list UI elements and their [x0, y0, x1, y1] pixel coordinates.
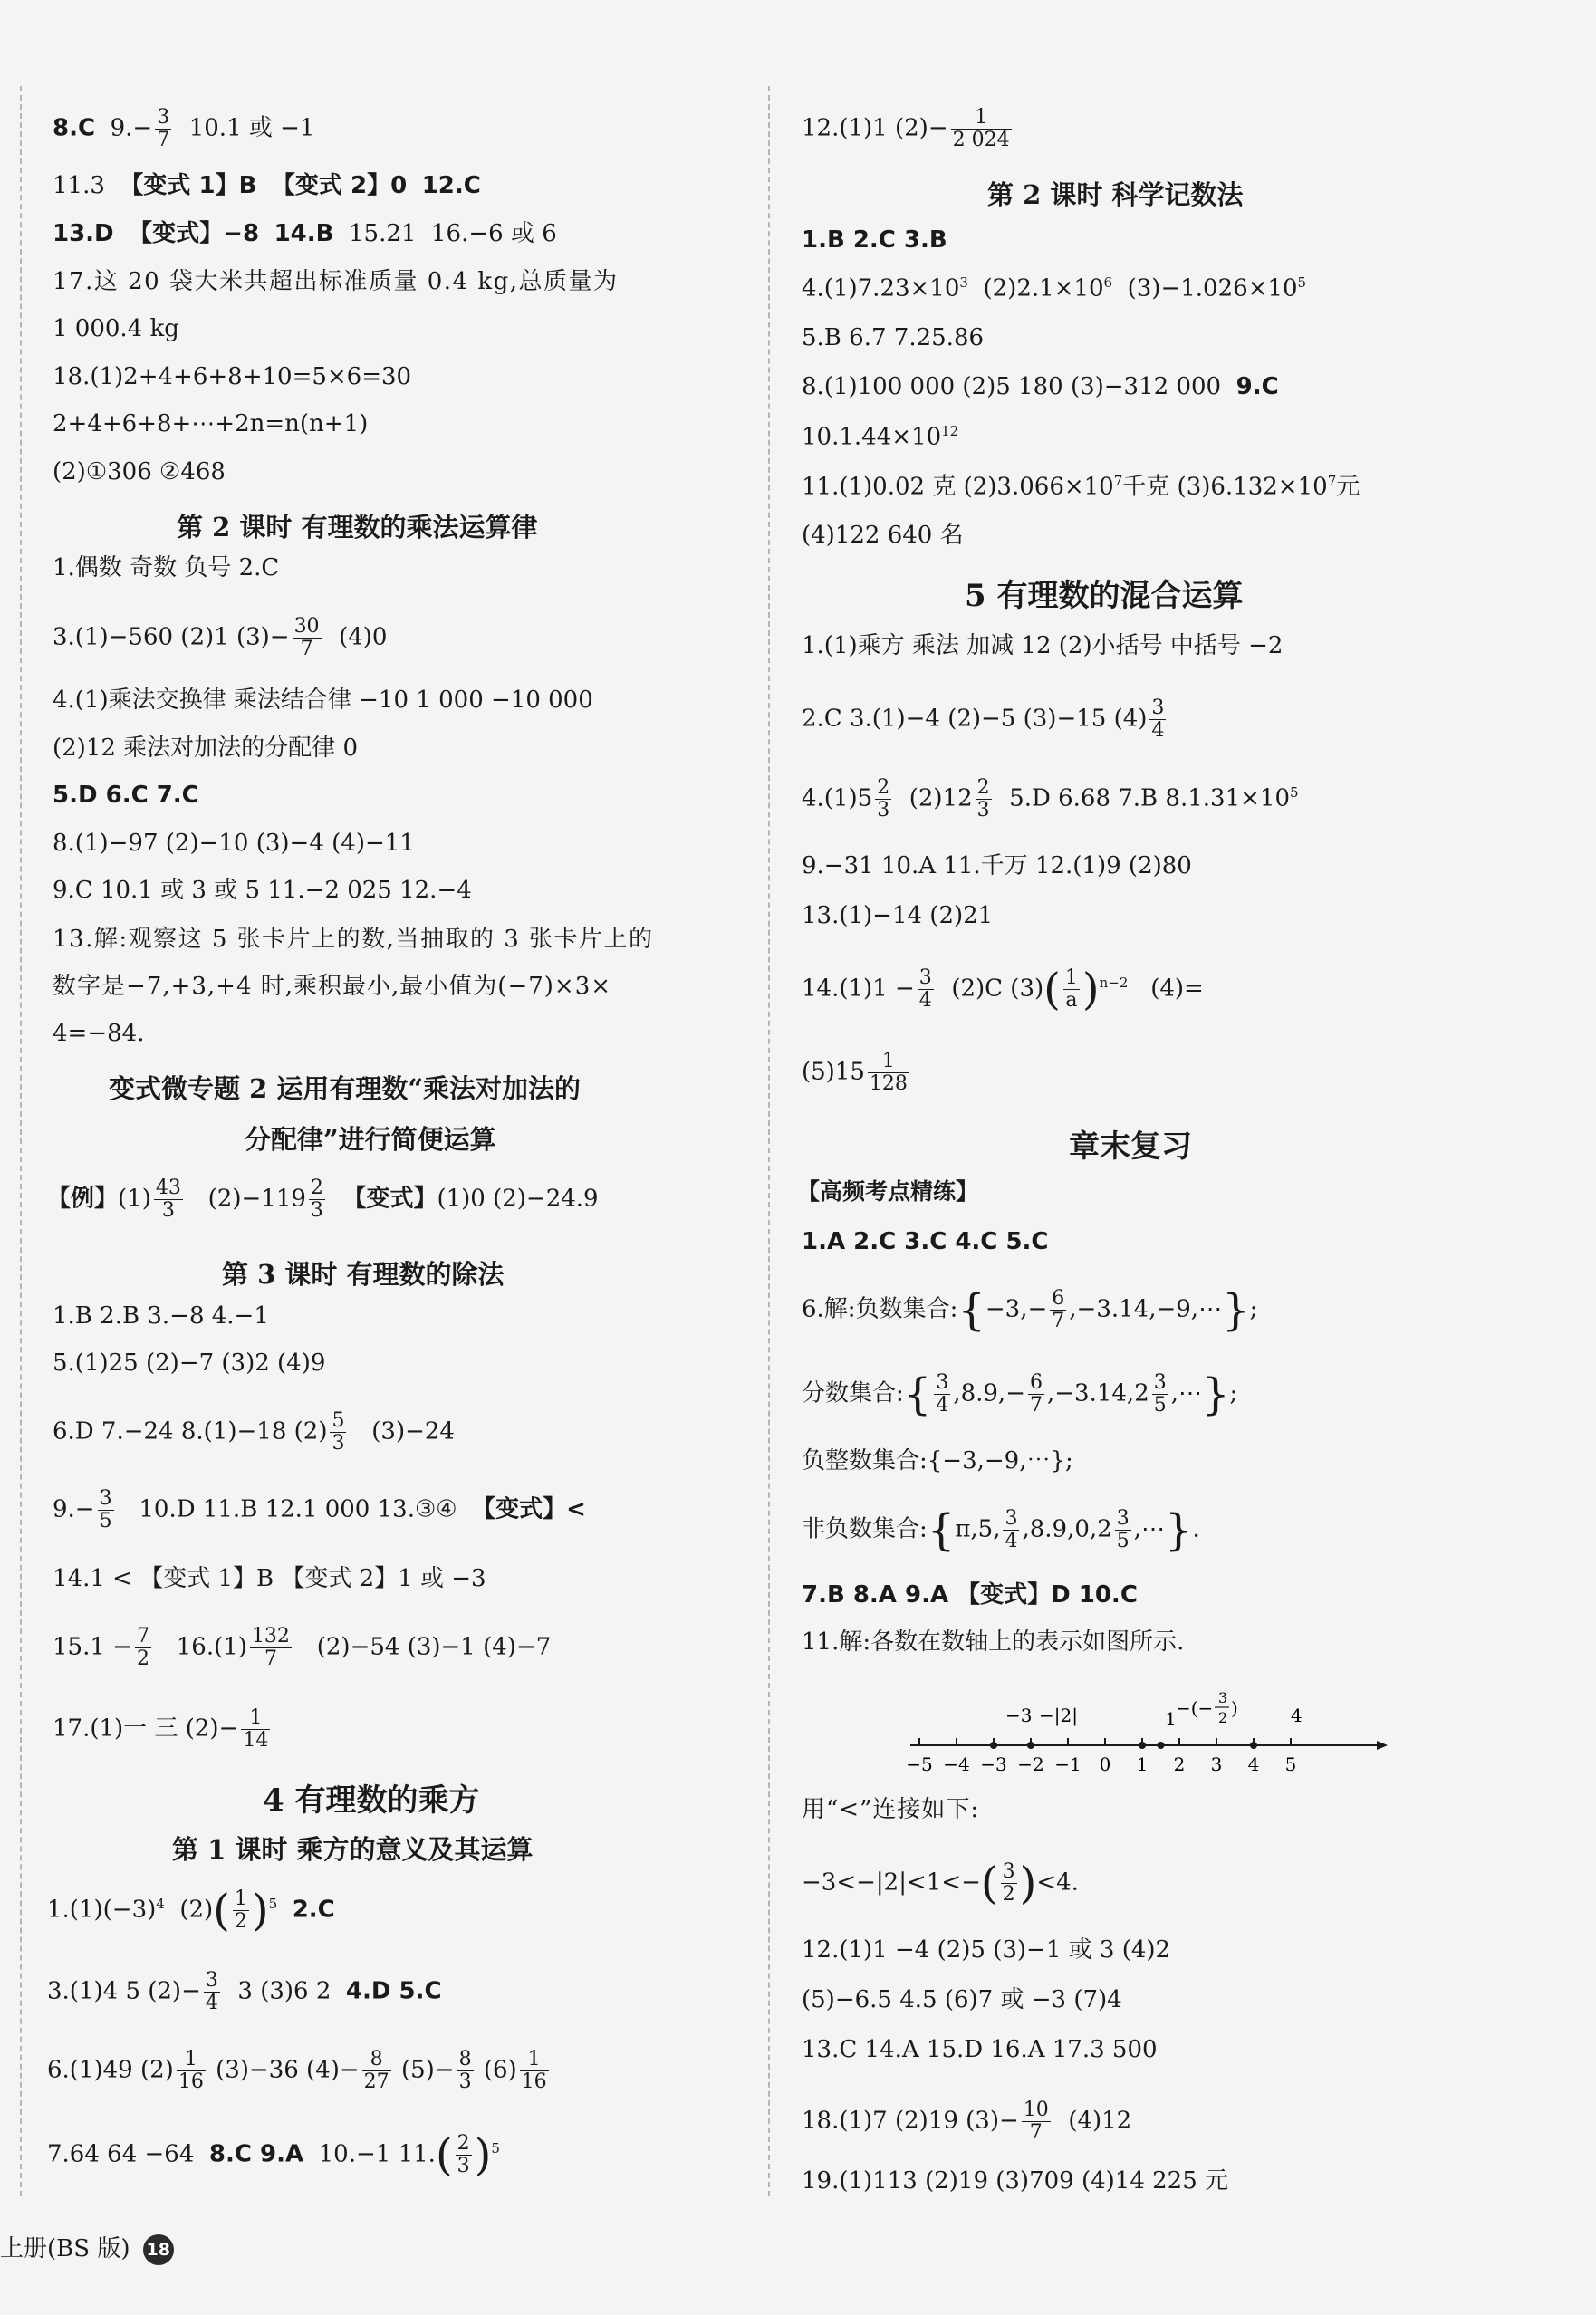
page-number-badge: 18	[143, 2234, 174, 2265]
answer-line: (4)122 640 名	[802, 522, 964, 549]
answer-line: 数字是−7,+3,+4 时,乘积最小,最小值为(−7)×3×	[53, 973, 612, 1000]
answer-line: 8.(1)−97 (2)−10 (3)−4 (4)−11	[53, 830, 415, 857]
tick-label: 4	[1247, 1753, 1260, 1775]
section-heading: 第 1 课时 乘方的意义及其运算	[172, 1834, 534, 1865]
answer-line: 13.D 【变式】−8 14.B 15.21 16.−6 或 6	[53, 220, 557, 247]
answer-line: 18.(1)7 (2)19 (3)− $\frac{10}{7}$ (4)12	[802, 2099, 1132, 2145]
answer-line: 13.解:观察这 5 张卡片上的数,当抽取的 3 张卡片上的	[53, 926, 654, 953]
footer-text: 上册(BS 版)	[0, 2235, 130, 2262]
answer-line: 3.(1)4 5 (2)− $\frac{3}{4}$ 3 (3)6 2 4.D 5.C	[47, 1969, 442, 2015]
point-label: 1	[1165, 1708, 1177, 1730]
tick-label: −4	[943, 1753, 970, 1775]
answer-line: $4.(1)7.23\times 10^3$ $(2)2.1\times 10^6$ $(3)-1.026\times 10^5$	[802, 274, 1307, 303]
section-heading: 第 3 课时 有理数的除法	[222, 1259, 505, 1290]
tick-label: −1	[1054, 1753, 1082, 1775]
plotted-point	[990, 1742, 997, 1749]
answer-line: 1.(1)乘方 乘法 加减 12 (2)小括号 中括号 −2	[802, 632, 1284, 659]
answer-line: 5.D 6.C 7.C	[53, 782, 199, 809]
answer-line: 11.(1)0.02 克 $(2)3.066\times 10^7$千克 $(3)6.132\times 10^7$元	[802, 473, 1360, 501]
answer-line: (2)①306 ②468	[53, 458, 226, 485]
answer-line: (5)15 $\frac{1}{128}$	[802, 1050, 908, 1096]
answer-line: 6.解:负数集合:{−3,− $\frac{6}{7}$ ,−3.14,−9,⋯};	[802, 1284, 1258, 1336]
answer-line: $1.(1)(-3)^4$ (2)( $\frac{1}{2}$ )$^5$ 2.C	[47, 1885, 335, 1936]
section-tag: 【高频考点精练】	[797, 1178, 979, 1205]
point-label: 3	[1218, 1689, 1228, 1706]
answer-line: 6.D 7.−24 8.(1)−18 (2) $\frac{5}{3}$ (3)−24	[53, 1409, 455, 1455]
plotted-point	[1139, 1742, 1146, 1749]
answer-line: 17.这 20 袋大米共超出标准质量 0.4 kg,总质量为	[53, 268, 619, 295]
tick-label: −5	[906, 1753, 933, 1775]
answer-line: 12.(1)1 (2)− $\frac{1}{2 024}$	[802, 106, 1010, 152]
answer-line: 13.(1)−14 (2)21	[802, 902, 994, 929]
section-heading: 第 2 课时 有理数的乘法运算律	[177, 512, 538, 543]
answer-line: 负整数集合:{−3,−9,⋯};	[802, 1447, 1073, 1474]
point-label: −(−	[1176, 1697, 1214, 1719]
answer-line: 14.1 < 【变式 1】B 【变式 2】1 或 −3	[53, 1565, 486, 1592]
answer-line: 15.1 − $\frac{7}{2}$ 16.(1) $\frac{132}{7}$ (2)−54 (3)−1 (4)−7	[53, 1625, 552, 1671]
answer-line: 5.(1)25 (2)−7 (3)2 (4)9	[53, 1350, 326, 1377]
answer-line: 【例】(1) $\frac{43}{3}$ (2)−119 $\frac{2}{3}$ 【变式】(1)0 (2)−24.9	[47, 1177, 599, 1223]
tick-label: 1	[1136, 1753, 1149, 1775]
tick-label: 5	[1284, 1753, 1297, 1775]
answer-line: 11.3 【变式 1】B 【变式 2】0 12.C	[53, 172, 481, 199]
answer-line: 13.C 14.A 15.D 16.A 17.3 500	[802, 2036, 1158, 2063]
section-heading: 第 2 课时 科学记数法	[987, 179, 1244, 210]
answer-line: 12.(1)1 −4 (2)5 (3)−1 或 3 (4)2	[802, 1936, 1171, 1964]
chapter-heading: 5 有理数的混合运算	[965, 578, 1244, 614]
answer-line: 3.(1)−560 (2)1 (3)− $\frac{30}{7}$ (4)0	[53, 615, 388, 661]
answer-line: 1.偶数 奇数 负号 2.C	[53, 554, 280, 581]
tick-label: 3	[1210, 1753, 1223, 1775]
answer-line: 4.(1)5 $\frac{2}{3}$ (2)12 $\frac{2}{3}$ 5.D 6.68 7.B $8.1.31\times 10^5$	[802, 776, 1299, 822]
point-label: )	[1231, 1697, 1238, 1719]
section-heading: 变式微专题 2 运用有理数“乘法对加法的	[109, 1073, 582, 1104]
answer-line: 1 000.4 kg	[53, 315, 179, 342]
chapter-heading: 章末复习	[1069, 1129, 1192, 1165]
answer-line: 8.C 9.− $\frac{3}{7}$ 10.1 或 −1	[53, 106, 315, 152]
answer-line: 用“<”连接如下:	[802, 1796, 980, 1823]
answer-line: $10.1.44\times 10^{12}$	[802, 423, 959, 451]
answer-line: 17.(1)一 三 (2)− $\frac{1}{14}$	[53, 1706, 269, 1753]
answer-line: 1.A 2.C 3.C 4.C 5.C	[802, 1228, 1049, 1255]
point-label: −|2|	[1039, 1705, 1078, 1726]
answer-line: 19.(1)113 (2)19 (3)709 (4)14 225 元	[802, 2167, 1229, 2195]
footer	[0, 2230, 174, 2265]
answer-line: 11.解:各数在数轴上的表示如图所示.	[802, 1628, 1185, 1656]
answer-line: 非负数集合:{π,5, $\frac{3}{4}$ ,8.9,0,2 $\frac{3}{5}$ ,⋯}.	[802, 1504, 1200, 1556]
tick-label: 2	[1173, 1753, 1186, 1775]
tick-label: −2	[1017, 1753, 1044, 1775]
point-label: 4	[1291, 1705, 1303, 1726]
answer-line: 6.(1)49 (2) $\frac{1}{16}$ (3)−36 (4)− $\frac{8}{27}$ (5)− $\frac{8}{3}$ (6) $\frac{1}{16}$	[47, 2048, 547, 2094]
point-label: 2	[1218, 1709, 1228, 1726]
number-line-arrow	[1377, 1741, 1388, 1750]
answer-line: 9.− $\frac{3}{5}$ 10.D 11.B 12.1 000 13.③④ 【变式】<	[53, 1487, 586, 1533]
answer-line: 1.B 2.B 3.−8 4.−1	[53, 1302, 269, 1330]
answer-line: 8.(1)100 000 (2)5 180 (3)−312 000 9.C	[802, 373, 1279, 400]
answer-line: 18.(1)2+4+6+8+10=5×6=30	[53, 363, 412, 390]
answer-line: 7.B 8.A 9.A 【变式】D 10.C	[802, 1581, 1138, 1609]
answer-line: (5)−6.5 4.5 (6)7 或 −3 (7)4	[802, 1986, 1122, 2013]
answer-line: 4=−84.	[53, 1020, 145, 1047]
answer-line: 4.(1)乘法交换律 乘法结合律 −10 1 000 −10 000	[53, 687, 593, 714]
answer-line: −3<−|2|<1<−( $\frac{3}{2}$ )<4.	[802, 1858, 1079, 1909]
plotted-point	[1027, 1742, 1034, 1749]
answer-line: 9.−31 10.A 11.千万 12.(1)9 (2)80	[802, 852, 1192, 879]
answer-line: 分数集合:{ $\frac{3}{4}$ ,8.9,− $\frac{6}{7}$ ,−3.14,2 $\frac{3}{5}$ ,⋯};	[802, 1369, 1238, 1420]
tick-label: 0	[1099, 1753, 1111, 1775]
plotted-point	[1250, 1742, 1257, 1749]
margin-divider	[20, 86, 22, 2196]
answer-line: 14.(1)1 − $\frac{3}{4}$ (2)C (3)( $\frac{1}{a}$ )$^{n-2}$ (4)=	[802, 964, 1204, 1015]
answer-line: 5.B 6.7 7.25.86	[802, 324, 985, 351]
point-label: −3	[1005, 1705, 1033, 1726]
answer-line: 1.B 2.C 3.B	[802, 226, 947, 254]
answer-line: 2.C 3.(1)−4 (2)−5 (3)−15 (4) $\frac{3}{4}$	[802, 696, 1165, 743]
tick-label: −3	[980, 1753, 1007, 1775]
answer-line: 7.64 64 −64 8.C 9.A 10.−1 11.( $\frac{2}{3}$ )$^5$	[47, 2129, 500, 2181]
number-line	[901, 1680, 1390, 1784]
answer-line: 9.C 10.1 或 3 或 5 11.−2 025 12.−4	[53, 877, 472, 904]
answer-line: 2+4+6+8+⋯+2n=n(n+1)	[53, 410, 369, 437]
tick-group	[906, 1738, 1296, 1775]
plotted-point	[1158, 1742, 1165, 1749]
section-heading: 分配律”进行简便运算	[245, 1124, 496, 1155]
chapter-heading: 4 有理数的乘方	[263, 1782, 480, 1819]
answer-line: (2)12 乘法对加法的分配律 0	[53, 735, 358, 762]
column-divider	[768, 86, 770, 2196]
